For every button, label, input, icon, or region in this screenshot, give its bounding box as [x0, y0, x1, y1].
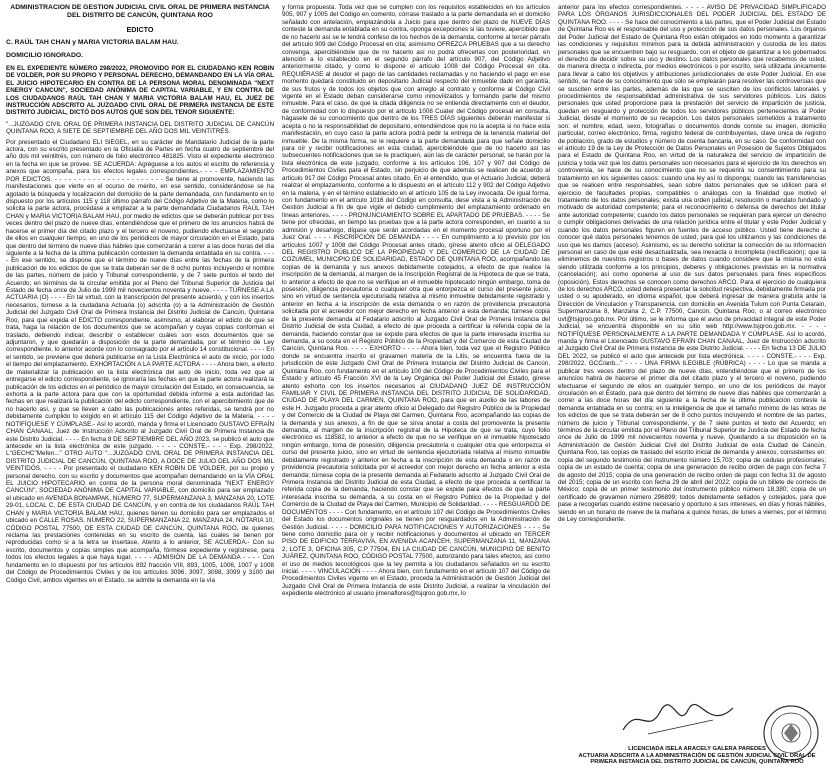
signature-block — [558, 698, 826, 768]
order-body-text-continued: y forma propuesta. Toda vez que se cumplen con los requisitos establecidos en los artículos 905, 907 y 1005 del Código en comento, córrase traslado a la parte demandada en el domicilio señalado con antelación, emplazándola a Juicio para que dentro del plazo de NUEVE DÍAS conteste la demanda entablada en su contra, oponga excepciones si las tuviere, apercibido que de no hacerlo así se le tendrá confeso de los hechos de la demanda, conforme al tercer párrafo del artículo 909 del Código Procesal en cita; asimismo OFREZCA PRUEBAS que a su derecho convenga, apercibiéndole que de no hacerlo así no podrá ofrecerlas con posterioridad, en atención a lo establecido en el segundo párrafo del artículo 907, del Código Adjetivo anteriormente citado, y como lo dispone el artículo 1008 del Código Procesal en cita. REQUIÉRASE al deudor el pago de las cantidades reclamadas y no haciendo el pago en ese momento quedará constituido en depositario Judicial respecto del inmueble dado en garantía, de sus frutos y de todos los objetos que con arreglo al contrato y conforme al Código Civil vigente en el Estado deban considerarse como inmovilizados y formando parte del mismo inmueble. Para el caso, de que la citada diligencia no se entienda directamente con el deudor, de conformidad con lo dispuesto por el artículo 1008 Cuater del Código procesal en consulta, hágasele de su conocimiento que dentro de los TRES DÍAS siguientes deberán manifestar si acepta o no la responsabilidad de depositario, entendiéndose que no la acepta si no hace esta manifestación, en cuyo caso la parte actora podrá pedir la entrega de la tenencia material del inmueble. De la misma forma, se le requiere a la parte demandada para que señale domicilio para oír y recibir notificaciones en esta ciudad, apercibiéndole que de no hacerlo así las subsecuentes notificaciones que se le practiquen, aún las de carácter personal, se harán por la lista electrónica de este juzgado, conforme a los artículos 106, 107 y 907 del Código de Procedimientos Civiles para el Estado, sin perjuicio de que además se realicen de acuerdo al artículo 917 del Código Procesal antes citado. En el entendido, que el Actuario Judicial, deberá realizar el emplazamiento, conforme a lo dispuesto en el artículo 112 y 902 del Código Adjetivo en la materia, y en el término establecido en el artículo 105 de la Ley invocada. De igual forma, con fundamento en el artículo 1016 del Código en consulta, dese vista a la Administración de Gestión Judicial a fin de que vigile el debido cumplimiento del emplazamiento ordenado en líneas anteriores. - - - - PRONUNCIAMIENTO SOBRE EL APARTADO DE PRUEBAS. - - - - Se tiene por ofrecidas, en tiempo las pruebas que a la parte actora corresponden, en cuanto a su admisión y desahogo, dígase que serán acordadas en el momento procesal oportuno por el Juez Oral. - - - - INSCRIPCIÓN DE DEMANDA - - - - En cumplimiento a lo previsto por los artículos 1007 y 1008 del Código Procesal antes citado, gírese atento oficio al DELEGADO DEL REGISTRO PÚBLICO DE LA PROPIEDAD Y DEL COMERCIO DE LA CIUDAD DE COZUMEL, MUNICIPIO DE SOLIDARIDAD, ESTADO DE QUINTANA ROO, acompañando las copias de la demanda y sus anexos debidamente cotejados, a efecto de que realice la inscripción de la demanda, al margen de la Inscripción Registral de la Hipoteca de que se trata, lo anterior a efecto de que no se verifique en el inmueble hipotecado ningún embargo, toma de posesión, diligencia precautoria o cualquier otra que entorpezca el curso del presente juicio, sino en virtud de sentencia ejecutoriada relativa al mismo inmueble debidamente registrado y anterior en fecha a la inscripción de esta demanda o en razón de providencia precautoria solicitada por el acreedor con mejor derecho en fecha anterior a esta demanda; túrnese copia de la presente demanda al Fedatario adscrito al Juzgado Civil Oral de Primera Instancia del Distrito Judicial de esta Ciudad, a efecto de que proceda a certificar la referida copia de la demanda, haciendo constar que se expide para efectos de que la parte interesada inscriba su demanda, a su costa en el Registro Público de la Propiedad y del Comercio de esta Ciudad de Cancún, Quintana Roo. - - - - EXHORTO - - - - Ahora bien, toda vez que el Registro Público donde se encuentra inscrito el gravamen materia de la Litis, se encuentra fuera de la jurisdicción de este Juzgado Civil Oral de Primera Instancia del Distrito Judicial de Cancún, Quintana Roo, con fundamento en el artículo 100 del Código de Procedimientos Civiles para el Estado y artículo 45 Fracción XVI de la Ley Orgánica del Poder Judicial del Estado, gírese atento exhorto con los insertos necesarios al CIUDADANO JUEZ DE INSTRUCCIÓN FAMILIAR Y CIVIL DE PRIMERA INSTANCIA DEL DISTRITO JUDICIAL DE SOLIDARIDAD, CIUDAD DE PLAYA DEL CARMEN, QUINTANA ROO, para que en auxilio de las labores de este H. Juzgado proceda a girar atento oficio al Delegado del Registro Público de la Propiedad y del Comercio de la Ciudad de Playa del Carmen, Quintana Roo, acompañando las copias de la demanda y sus anexos, a fin de que se sirva anotar a costa del promovente la presente demanda, al margen de la inscripción registral de la Hipoteca de que se trata, cuyo folio electrónico es 118582, lo anterior a efecto de que no se verifique en el inmueble hipotecado ningún embargo, toma de posesión, diligencia precautoria o cualquier otra que entorpezca el curso del presente juicio, sino en virtud de sentencia ejecutoriada relativa al mismo inmueble debidamente registrado y anterior en fecha a la inscripción de esta demanda o en razón de providencia precautoria solicitada por el acreedor con mejor derecho en fecha anterior a esta demanda; túrnese copia de la presente demanda al Fedatario adscrito al Juzgado Civil Oral de Primera Instancia del Distrito Judicial de esta Ciudad, a efecto de que proceda a certificar la referida copia de la demanda, haciendo constar que se expide para efectos de que la parte interesada inscriba su demanda, a su costa en el Registro Público de la Propiedad y del Comercio de la Ciudad de Playa del Carmen, Municipio de Solidaridad. - - - - RESGUARDO DE DOCUMENTOS - - - - Con fundamento, en el artículo 107 del Código de Procedimientos Civiles del Estado los documentos originales se tienen por resguardados en la Administración de Gestión Judicial. - - - - DOMICILIO PARA NOTIFICACIONES Y AUTORIZACIONES - - - - Se tiene como domicilio para oír y recibir notificaciones y documentos el ubicado en TERCER PISO DE EDIFICIO TERRAVIVA, EN AVENIDA ACANCEH, SUPERMANZANA 11, MANZANA 2, LOTE 3, OFICINA 305, C.P 77504, EN LA CIUDAD DE CANCÚN, MUNICIPIO DE BENITO JUÁREZ, QUINTANA ROO, CÓDIGO POSTAL 77500, autorizando para tales efectos, así como el uso de medios tecnológicos que la ley permita a los ciudadanos señalados en su escrito inicial. - - - - VINCULACIÓN - - - - Ahora bien, con fundamento en el artículo 107 del Código de Procedimientos Civiles vigente en el Estado, proceda la Administración de Gestión Judicial del Juzgado Civil Oral de Primera Instancia de este Distrito Judicial, a realizar la vinculación del expediente electrónico al usuario jimenaflores@tsjqroo.gob.mx, lo — [282, 4, 550, 598]
document-type: EDICTO — [126, 25, 154, 35]
court-order-heading: "...JUZGADO CIVIL ORAL DE PRIMERA INSTANCIA DEL DISTRITO JUDICIAL DE CANCÚN QUINTANA ROO, A SIETE DE SEPTIEMBRE DEL AÑO DOS MIL VEINTITRÉS. — [6, 120, 274, 136]
case-intro-paragraph: EN EL EXPEDIENTE NÚMERO 298/2022, PROMOVIDO POR EL CIUDADANO KEN ROBIN DE VOLDER, POR SU PROPIO Y PERSONAL DERECHO, DEMANDANDO EN LA VÍA ORAL EL JUICIO HIPOTECARIO EN CONTRA DE LA PERSONA MORAL DENOMINADA "NEXT ENERGY CANCÚN", SOCIEDAD ANÓNIMA DE CAPITAL VARIABLE, Y EN CONTRA DE LOS CIUDADANOS RAÚL TAH CHAN Y MARIA VICTORIA BALAM HAU, EL JUEZ DE INSTRUCCIÓN ADSCRITO AL JUZGADO CIVIL ORAL DE PRIMERA INSTANCIA DE ESTE DISTRITO JUDICIAL, DICTÓ DOS AUTOS QUE SON DEL TENOR SIGUIENTE: — [6, 64, 274, 117]
signatory-title: ACTUARIA ADSCRITA A LA ADMINISTRACIÓN DE GESTIÓN JUDICIAL CIVIL ORAL DE PRIMERA INSTANCIA DEL DISTRITO JUDICIAL DE CANCÚN, QUINTANA ROO — [578, 752, 816, 766]
signatory-block — [578, 746, 816, 766]
addressees: C. RAÚL TAH CHAN y MARIA VICTORIA BALAM HAU. — [6, 38, 179, 46]
column-2 — [282, 4, 550, 768]
column-1 — [6, 4, 274, 768]
institution-header: ADMINISTRACIÓN DE GESTIÓN JUDICIAL CIVIL ORAL DE PRIMERA INSTANCIA DEL DISTRITO DE CANCÚN, QUINTANA ROO — [10, 4, 270, 20]
privacy-notice-and-closing-text: anterior para los efectos correspondientes. - - - - AVISO DE PRIVACIDAD SIMPLIFICADO PARA LOS ÓRGANOS JURISDICCIONALES DEL PODER JUDICIAL DEL ESTADO DE QUINTANA ROO. - - - - Se hace del conocimiento a las partes, que el Poder Judicial del Estado de Quintana Roo es el responsable del uso y protección de sus datos personales. Los órganos del Poder Judicial del Estado de Quintana Roo están obligados en todo momento a garantizar las condiciones y requisitos mínimos para la debida administración y custodia de los datos personales que se encuentren bajo su resguardo, con el objeto de garantizar a los gobernados el derecho de decidir sobre su uso y destino. Los datos personales que recabemos de usted, de manera directa o indirecta, por medios electrónicos o por escrito, será utilizada únicamente para llevar a cabo los objetivos y atribuciones jurisdiccionales de este Poder Judicial. En ese sentido, se hace de su conocimiento que sólo se emplearán para resolver las controversias que se susciten entre las partes, además de las que se susciten de los conflictos laborales y procedimientos de responsabilidad administrativa de sus servidores públicos. Los datos personales que usted proporcione para la prestación del servicio de impartición de justicia, quedan en resguardo y protección de todos los servidores públicos pertenecientes al Poder Judicial, desde el momento de su recepción. Los datos personales sometidos a tratamiento son: el nombre, edad, sexo, fotografías o documentos donde conste su imagen, domicilio particular, correo electrónico, firma, registro federal de contribuyentes, clave única de registro de población, grado de estudios y número de cuenta bancaria, en su caso. De conformidad con el artículo 19 de la Ley de Protección de Datos Personales en Posesión de Sujetos Obligados para el Estado de Quintana Roo, en virtud de la naturaleza del servicio de impartición de justicia y toda vez que los datos personales son necesarios para el ejercicio de los derechos en controversia, se hace de su conocimiento que no se requerirá su consentimiento para su tratamiento en los siguientes casos: cuando una ley así lo disponga; cuando las transferencias que se realicen entre responsables, sean sobre datos personales que se utilicen para el ejercicio de facultades propias, compatibles o análogas con la finalidad que motivó el tratamiento de los datos personales; exista una orden judicial, resolución o mandato fundado y motivado de autoridad competente; para el reconocimiento o defensa de derechos del titular ante autoridad competente; cuando los datos personales se requieran para ejercer un derecho o cumplir obligaciones derivadas de una relación jurídica entre el titular y este Poder Judicial y cuando los datos personales figuren en fuentes de acceso público. Usted tiene derecho a conocer qué datos personales tenemos de usted, para qué los utilizamos y las condiciones de uso que les damos (acceso). Asimismo, es su derecho solicitar la corrección de su información personal en caso de que esté desactualizada, sea inexacta o incompleta (rectificación); que la eliminemos de nuestros registros o bases de datos cuando considere que la misma no está siendo utilizada conforme a los principios, deberes y obligaciones previstas en la normativa (cancelación); así como oponerse al uso de sus datos personales para fines específicos (oposición). Estos derechos se conocen como derechos ARCO. Para el ejercicio de cualquiera de los derechos ARCO, usted deberá presentar la solicitud respectiva, debidamente firmada por usted o su apoderado, en idioma español, que deberá ingresar de manera gratuita ante la Dirección de Vinculación y Transparencia, con domicilio en Avenida Tulum con Punta Celarain, Supermanzana 8, Manzana 2, C.P. 77500, Cancún, Quintana Roo; o al correo electrónico uvt@tsjqroo.gob.mx. Por último, se le informa que el aviso de privacidad integral de este Poder Judicial, se encuentra disponible en su sitio web http://www.tsjqroo.gob.mx. - - - - NOTIFÍQUESE PERSONALMENTE A LA PARTE DEMANDADA Y CÚMPLASE. Así lo acordó, manda y firma el Licenciado GUSTAVO EFRAÍN CHAN CANAAL, Juez de Instrucción adscrito al Juzgado Civil Oral de Primera Instancia de este Distrito Judicial. - - - - En fecha 13 DE JULIO DEL 2022, se publicó el auto que antecede por lista electrónica. - - - - CONSTE.- - - - Exp. 298/2022, GCC/anb..." - - - - UNA FIRMA ILEGIBLE (RÚBRICA) - - - - Lo que se manda a publicar tres veces dentro del plazo de nueve días, entendiéndose que el primero de los anuncios habrá de hacerse el primer día del citado plazo y el tercero el noveno, pudiendo efectuarse el segundo de ellos en cualquier tiempo, en uno de los periódicos de mayor circulación en el Estado, para que dentro del término de nueve días hábiles que comenzarán a correr a las doce horas del día siguiente a la fecha de la última publicación conteste la demanda entablada en su contra; en la inteligencia de que el tamaño mínimo de las letras de los edictos de que se trata deberán ser de 8 ocho puntos incluyendo el nombre de las partes, número de juicio y Tribunal correspondiente, y de 7 siete puntos el texto del Acuerdo; en términos de la circular emitida por el Pleno del Tribunal Superior de Justicia del Estado de fecha once de Julio de 1999 mil novecientos noventa y nueve. Quedando a su disposición en la Administración de Gestión Judicial Civil del Distrito Judicial de esta Ciudad de Cancún, Quintana Roo, las copias de traslado del escrito inicial de demanda y anexos, consistentes en: copia del segundo testimonio del instrumento número 15,703; copia de cédulas profesionales; copia de un estado de cuenta; copia de una generación de recibo orden de pago con fecha 7 de agosto del 2015; copia de una generación de recibo orden de pago con fecha 31 de agosto del 2015; copia de un escrito con fecha 29 de abril del 2022; copia de un billete de correos de México; copia de un primer testimonio del instrumento público número 18,380; copia de un certificado de gravamen número 296899; todos debidamente sellados y cotejados, para que pase a recogerlas cuando estime necesario y oportuno a sus intereses, en días y horas hábiles, siendo en un horario de nueve de la mañana a quince horas, de lunes a viernes, por el término de Ley correspondiente. — [558, 4, 826, 524]
order-body-text: Por presentado el Ciudadano ELI SIEGEL, en su carácter de Mandatario Judicial de la parte actora, con su escrito presentado en la Oficialía de Partes en fecha cuatro de septiembre del año dos mil veintitrés, con número de folio electrónico 481825. Visto el expediente electrónico en la fecha en que se provee. SE ACUERDA: Agréguese a los autos el escrito de referencia y anexos que acompaña, para los efectos legales correspondientes.- - - - EMPLAZAMIENTO POR EDICTOS. - - - - - - - - - - - - - - - - - - - - - - - Se tiene al promovente, haciendo las manifestaciones que vierte en el ocurso de mérito, en ese sentido, considerándose se ha agotado la búsqueda y localización del domicilio de la parte demandada, con fundamento en lo dispuesto por los artículos 115 y 118 último párrafo del Código Adjetivo de la Materia, como lo solicita la parte actora, procédase a emplazar a la parte demandada Ciudadanos RAÚL TAH CHAN y MARIA VICTORIA BALAM HAU, por medio de edictos que se deberán publicar por tres veces dentro del plazo de nueve días, entendiéndose que el primero de los anuncios habrá de hacerse el primer día del citado plazo y el tercero el noveno, pudiendo efectuarse el segundo de ellos en cualquier tiempo, en uno de los periódicos de mayor circulación en el Estado, para que dentro del término de nueve días hábiles que comenzarán a correr a las doce horas del día siguiente a la fecha de la última publicación contesten la demanda entablada en su contra. - - - - En ese sentido, se dispone que el término de nueve días entre las fechas de la primera publicación de los edictos de que se trata deberán ser de 8 ocho puntos incluyendo el nombre de las partes, número de juicio y Tribunal correspondiente, y de 7 siete puntos el texto del Acuerdo; en términos de la circular emitida por el Pleno del Tribunal Superior de Justicia del Estado de fecha once de Julio de 1999 mil novecientos noventa y nueve. - - - - TÚRNESE A LA ACTUARIA (O) - - - - En tal virtud, con la transcripción del presente acuerdo, y con los insertos necesarios, túrnese a la ciudadana Actuaria (o) adscrita (o) a la Administración de Gestión Judicial del Juzgado Civil Oral de Primera Instancia del Distrito Judicial de Cancún, Quintana Roo, para que expida el EDICTO correspondiente, asimismo, al elaborar el edicto de que se trata, haga la relación de los documentos que se acompañan y cuyas copias conforman el traslado, debiendo indicar, describir o establecer cuáles son esos documentos que se adjuntaron, y que quedarán a disposición de la parte demandada, por el término de Ley correspondiente, lo anterior acorde con lo consagrado por el artículo 14 constitucional. - - - - En el sentido, se previene que deberá publicarse en la Lista Electrónica el auto de inicio, por todo el tiempo del emplazamiento. EXHORTACIÓN A LA PARTE ACTORA - - - - Ahora bien, a efecto de materializar la publicación en la lista electrónica del auto de inicio, toda vez que al entregarse el edicto correspondiente, se ignoraría las fechas en que la parte actora realizará la publicación de los edictos en el periódico de mayor circulación del Estado, en consecuencia, se exhorta a la parte actora para que con la oportunidad debida informe a esta autoridad las fechas en que realizará la publicación del edicto correspondiente, con el apercibimiento que de no hacerlo así, y que se lleven a cabo las publicaciones antes referidas, se tendrá por no debidamente cumplido lo exigido en el artículo 115 del Código Adjetivo de la Materia. - - - - NOTIFÍQUESE Y CÚMPLASE.- Así lo acordó, manda y firma el Licenciado GUSTAVO EFRAÍN CHAN CANAAL, Juez de Instrucción Adscrito al Juzgado Civil Oral de Primera Instancia de este Distrito Judicial. - - - - En fecha 8 DE SEPTIEMBRE DEL AÑO 2023, se publicó el auto que antecede en la lista electrónica de este juzgado. - - - - CONSTE.- - - - Exp. 298/2022, L"GECHC"Mefen..." OTRO AUTO "...JUZGADO CIVIL ORAL DE PRIMERA INSTANCIA DEL DISTRITO JUDICIAL DE CANCÚN, QUINTANA ROO, A DOCE DE JULIO DEL AÑO DOS MIL VEINTIDÓS. - - - - Por presentado el ciudadano KEN ROBIN DE VOLDER, por su propio y personal derecho, con su escrito y documentos que acompañan demandando en la VÍA ORAL EL JUICIO HIPOTECARIO en contra de la persona moral denominada "NEXT ENERGY CANCÚN", SOCIEDAD ANÓNIMA DE CAPITAL VARIABLE, con domicilio para ser emplazado el ubicado en AVENIDA BONAMPAK, NÚMERO 77, SUPERMANZANA 3, MANZANA 20, LOTE 29-01, LOCAL C, DE ESTA CIUDAD DE CANCÚN, y en contra de los ciudadanos RAÚL TAH CHAN y MARIA VICTORIA BALAM HAU, quienes tienen su domicilio para ser emplazados el ubicado en CALLE ROSAS, NÚMERO 22, SUPERMANZANA 22, MANZANA 24, NOTARIA 10, CÓDIGO POSTAL 77500, DE ESTA CIUDAD DE CANCÚN, QUINTANA ROO, de quienes reclama las prestaciones contenidas en su escrito de cuenta, las cuales se tienen por reproducidas como si a la letra se insertase. Atento a lo anterior, SE ACUERDA.- Con su escrito, documentos y copias simples que acompaña, fórmese expediente y regístrese, para todos los efectos legales a que haya lugar. - - - - ADMISIÓN DE LA DEMANDA - - - - Con fundamento en lo dispuesto por los artículos 892 fracción VIII, 893, 1005, 1006, 1007 y 1008 del Código de Procedimientos Civiles y de los artículos 3096, 3097, 3098, 3099 y 3100 del Código Civil, ambos vigentes en el Estado, se admite la demanda en la vía — [6, 138, 274, 584]
signatory-name: LICENCIADA ISELA ARACELY GALERA PAREDES — [628, 746, 766, 753]
column-3 — [558, 4, 826, 768]
domicile-label: DOMICILIO IGNORADO. — [6, 51, 84, 59]
edict-page — [6, 4, 828, 768]
handwritten-signature — [618, 700, 738, 740]
